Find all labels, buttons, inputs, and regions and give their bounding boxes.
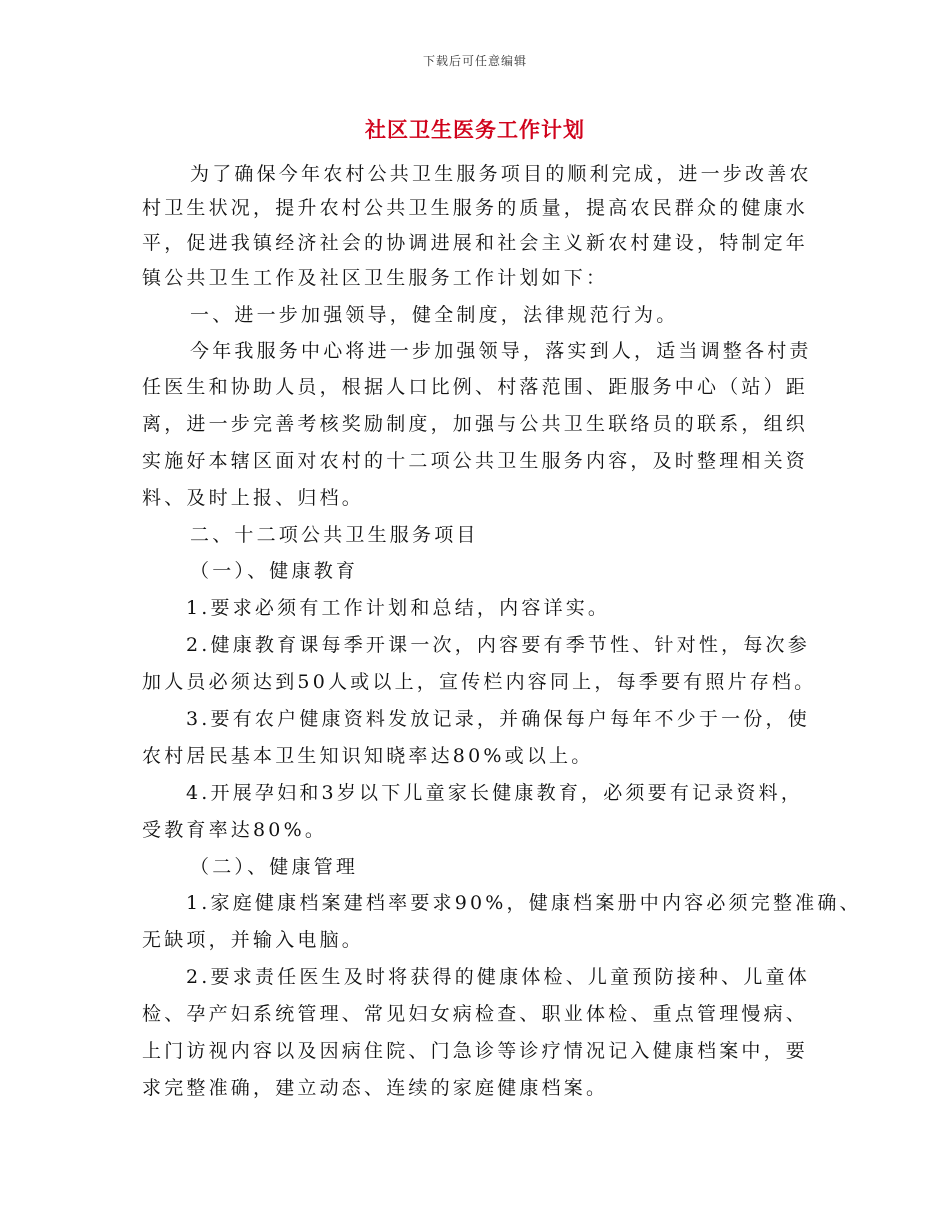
list-item-continuation: 加人员必须达到50人或以上，宣传栏内容同上，每季要有照片存档。 bbox=[142, 671, 817, 693]
list-item-continuation: 无缺项，并输入电脑。 bbox=[142, 929, 365, 951]
list-item-continuation: 农村居民基本卫生知识知晓率达80%或以上。 bbox=[142, 745, 594, 767]
list-item: 4.开展孕妇和3岁以下儿童家长健康教育，必须要有记录资料， bbox=[186, 782, 804, 804]
list-item-continuation: 检、孕产妇系统管理、常见妇女病检查、职业体检、重点管理慢病、 bbox=[142, 1003, 809, 1025]
list-item: 3.要有农户健康资料发放记录，并确保每户每年不少于一份，使 bbox=[186, 708, 810, 730]
paragraph-line: 料、及时上报、归档。 bbox=[142, 487, 365, 509]
list-item: 1.家庭健康档案建档率要求90%，健康档案册中内容必须完整准确、 bbox=[186, 892, 862, 914]
paragraph-line: 任医生和协助人员，根据人口比例、村落范围、距服务中心（站）距 bbox=[142, 376, 809, 398]
list-item: 1.要求必须有工作计划和总结，内容详实。 bbox=[186, 597, 611, 619]
paragraph-line: 离，进一步完善考核奖励制度，加强与公共卫生联络员的联系，组织 bbox=[142, 413, 809, 435]
paragraph-line: 村卫生状况，提升农村公共卫生服务的质量，提高农民群众的健康水 bbox=[142, 197, 809, 219]
paragraph-line: 实施好本辖区面对农村的十二项公共卫生服务内容，及时整理相关资 bbox=[142, 450, 809, 472]
paragraph-line: 为了确保今年农村公共卫生服务项目的顺利完成，进一步改善农 bbox=[190, 163, 812, 185]
section-heading: 二、十二项公共卫生服务项目 bbox=[190, 524, 479, 546]
list-item: 2.要求责任医生及时将获得的健康体检、儿童预防接种、儿童体 bbox=[186, 966, 810, 988]
list-item: 2.健康教育课每季开课一次，内容要有季节性、针对性，每次参 bbox=[186, 634, 810, 656]
paragraph-line: 镇公共卫生工作及社区卫生服务工作计划如下： bbox=[142, 267, 609, 289]
section-heading: 一、进一步加强领导，健全制度，法律规范行为。 bbox=[190, 304, 679, 326]
subsection-heading: （二）、健康管理 bbox=[190, 856, 359, 878]
list-item-continuation: 受教育率达80%。 bbox=[142, 819, 328, 841]
document-title: 社区卫生医务工作计划 bbox=[365, 118, 585, 142]
list-item-continuation: 求完整准确，建立动态、连续的家庭健康档案。 bbox=[142, 1077, 609, 1099]
paragraph-line: 今年我服务中心将进一步加强领导，落实到人，适当调整各村责 bbox=[190, 340, 812, 362]
paragraph-line: 平，促进我镇经济社会的协调进展和社会主义新农村建设，特制定年 bbox=[142, 232, 809, 254]
page-header: 下载后可任意编辑 bbox=[422, 54, 527, 68]
list-item-continuation: 上门访视内容以及因病住院、门急诊等诊疗情况记入健康档案中，要 bbox=[142, 1040, 809, 1062]
subsection-heading: （一）、健康教育 bbox=[190, 560, 359, 582]
